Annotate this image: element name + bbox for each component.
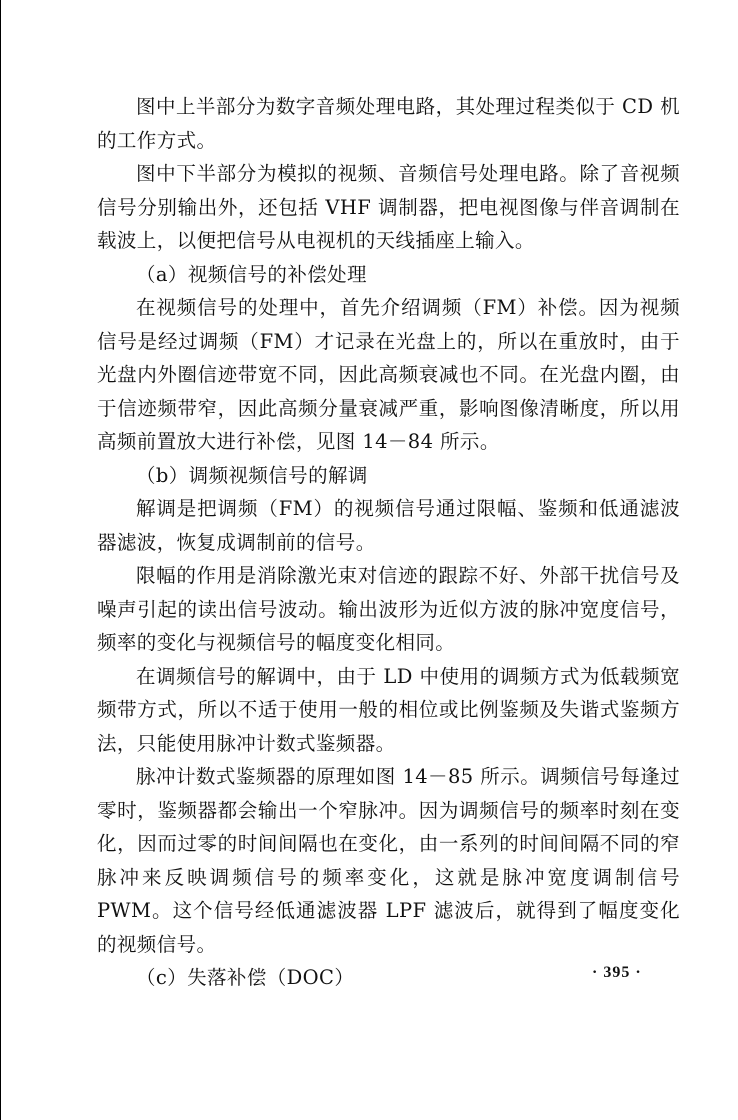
paragraph-pulse-counter: 脉冲计数式鉴频器的原理如图 14－85 所示。调频信号每逢过零时，鉴频器都会输出一个窄脉冲。因为调频信号的频率时刻在变化，因而过零的时间间隔也在变化，由一系列的时间间隔不同的窄脉冲来反映调频信号的频率变化，这就是脉冲宽度调制信号 PWM。这个信号经低通滤波器 LPF 滤波后，就得到了幅度变化的视频信号。 — [97, 765, 680, 956]
paragraph-demodulation: 解调是把调频（FM）的视频信号通过限幅、鉴频和低通滤波器滤波，恢复成调制前的信号。 — [97, 497, 680, 554]
paragraph-analog-signal: 图中下半部分为模拟的视频、音频信号处理电路。除了音视频信号分别输出外，还包括 VHF 调制器，把电视图像与伴音调制在载波上，以便把信号从电视机的天线插座上输入。 — [97, 162, 680, 252]
page-left-border — [0, 0, 1, 1120]
paragraph-digital-audio: 图中上半部分为数字音频处理电路，其处理过程类似于 CD 机的工作方式。 — [97, 95, 680, 152]
paragraph-ld-fm: 在调频信号的解调中，由于 LD 中使用的调频方式为低载频宽频带方式，所以不适于使用一般的相位或比例鉴频及失谐式鉴频方法，只能使用脉冲计数式鉴频器。 — [97, 664, 680, 755]
page-number: · 395 · — [592, 964, 642, 981]
body-text — [97, 90, 680, 995]
heading-dropout-compensation: （c）失落补偿（DOC） — [136, 966, 355, 989]
heading-video-compensation: （a）视频信号的补偿处理 — [136, 262, 367, 286]
paragraph-limiter: 限幅的作用是消除激光束对信迹的跟踪不好、外部干扰信号及噪声引起的读出信号波动。输出波形为近似方波的脉冲宽度信号，频率的变化与视频信号的幅度变化相同。 — [97, 564, 680, 654]
heading-fm-demodulation: （b）调频视频信号的解调 — [136, 463, 368, 487]
paragraph-fm-compensation: 在视频信号的处理中，首先介绍调频（FM）补偿。因为视频信号是经过调频（FM）才记录在光盘上的，所以在重放时，由于光盘内外圈信迹带宽不同，因此高频衰减也不同。在光盘内圈，由于信迹频带窄，因此高频分量衰减严重，影响图像清晰度，所以用高频前置放大进行补偿，见图 14－84 所示。 — [97, 296, 680, 453]
